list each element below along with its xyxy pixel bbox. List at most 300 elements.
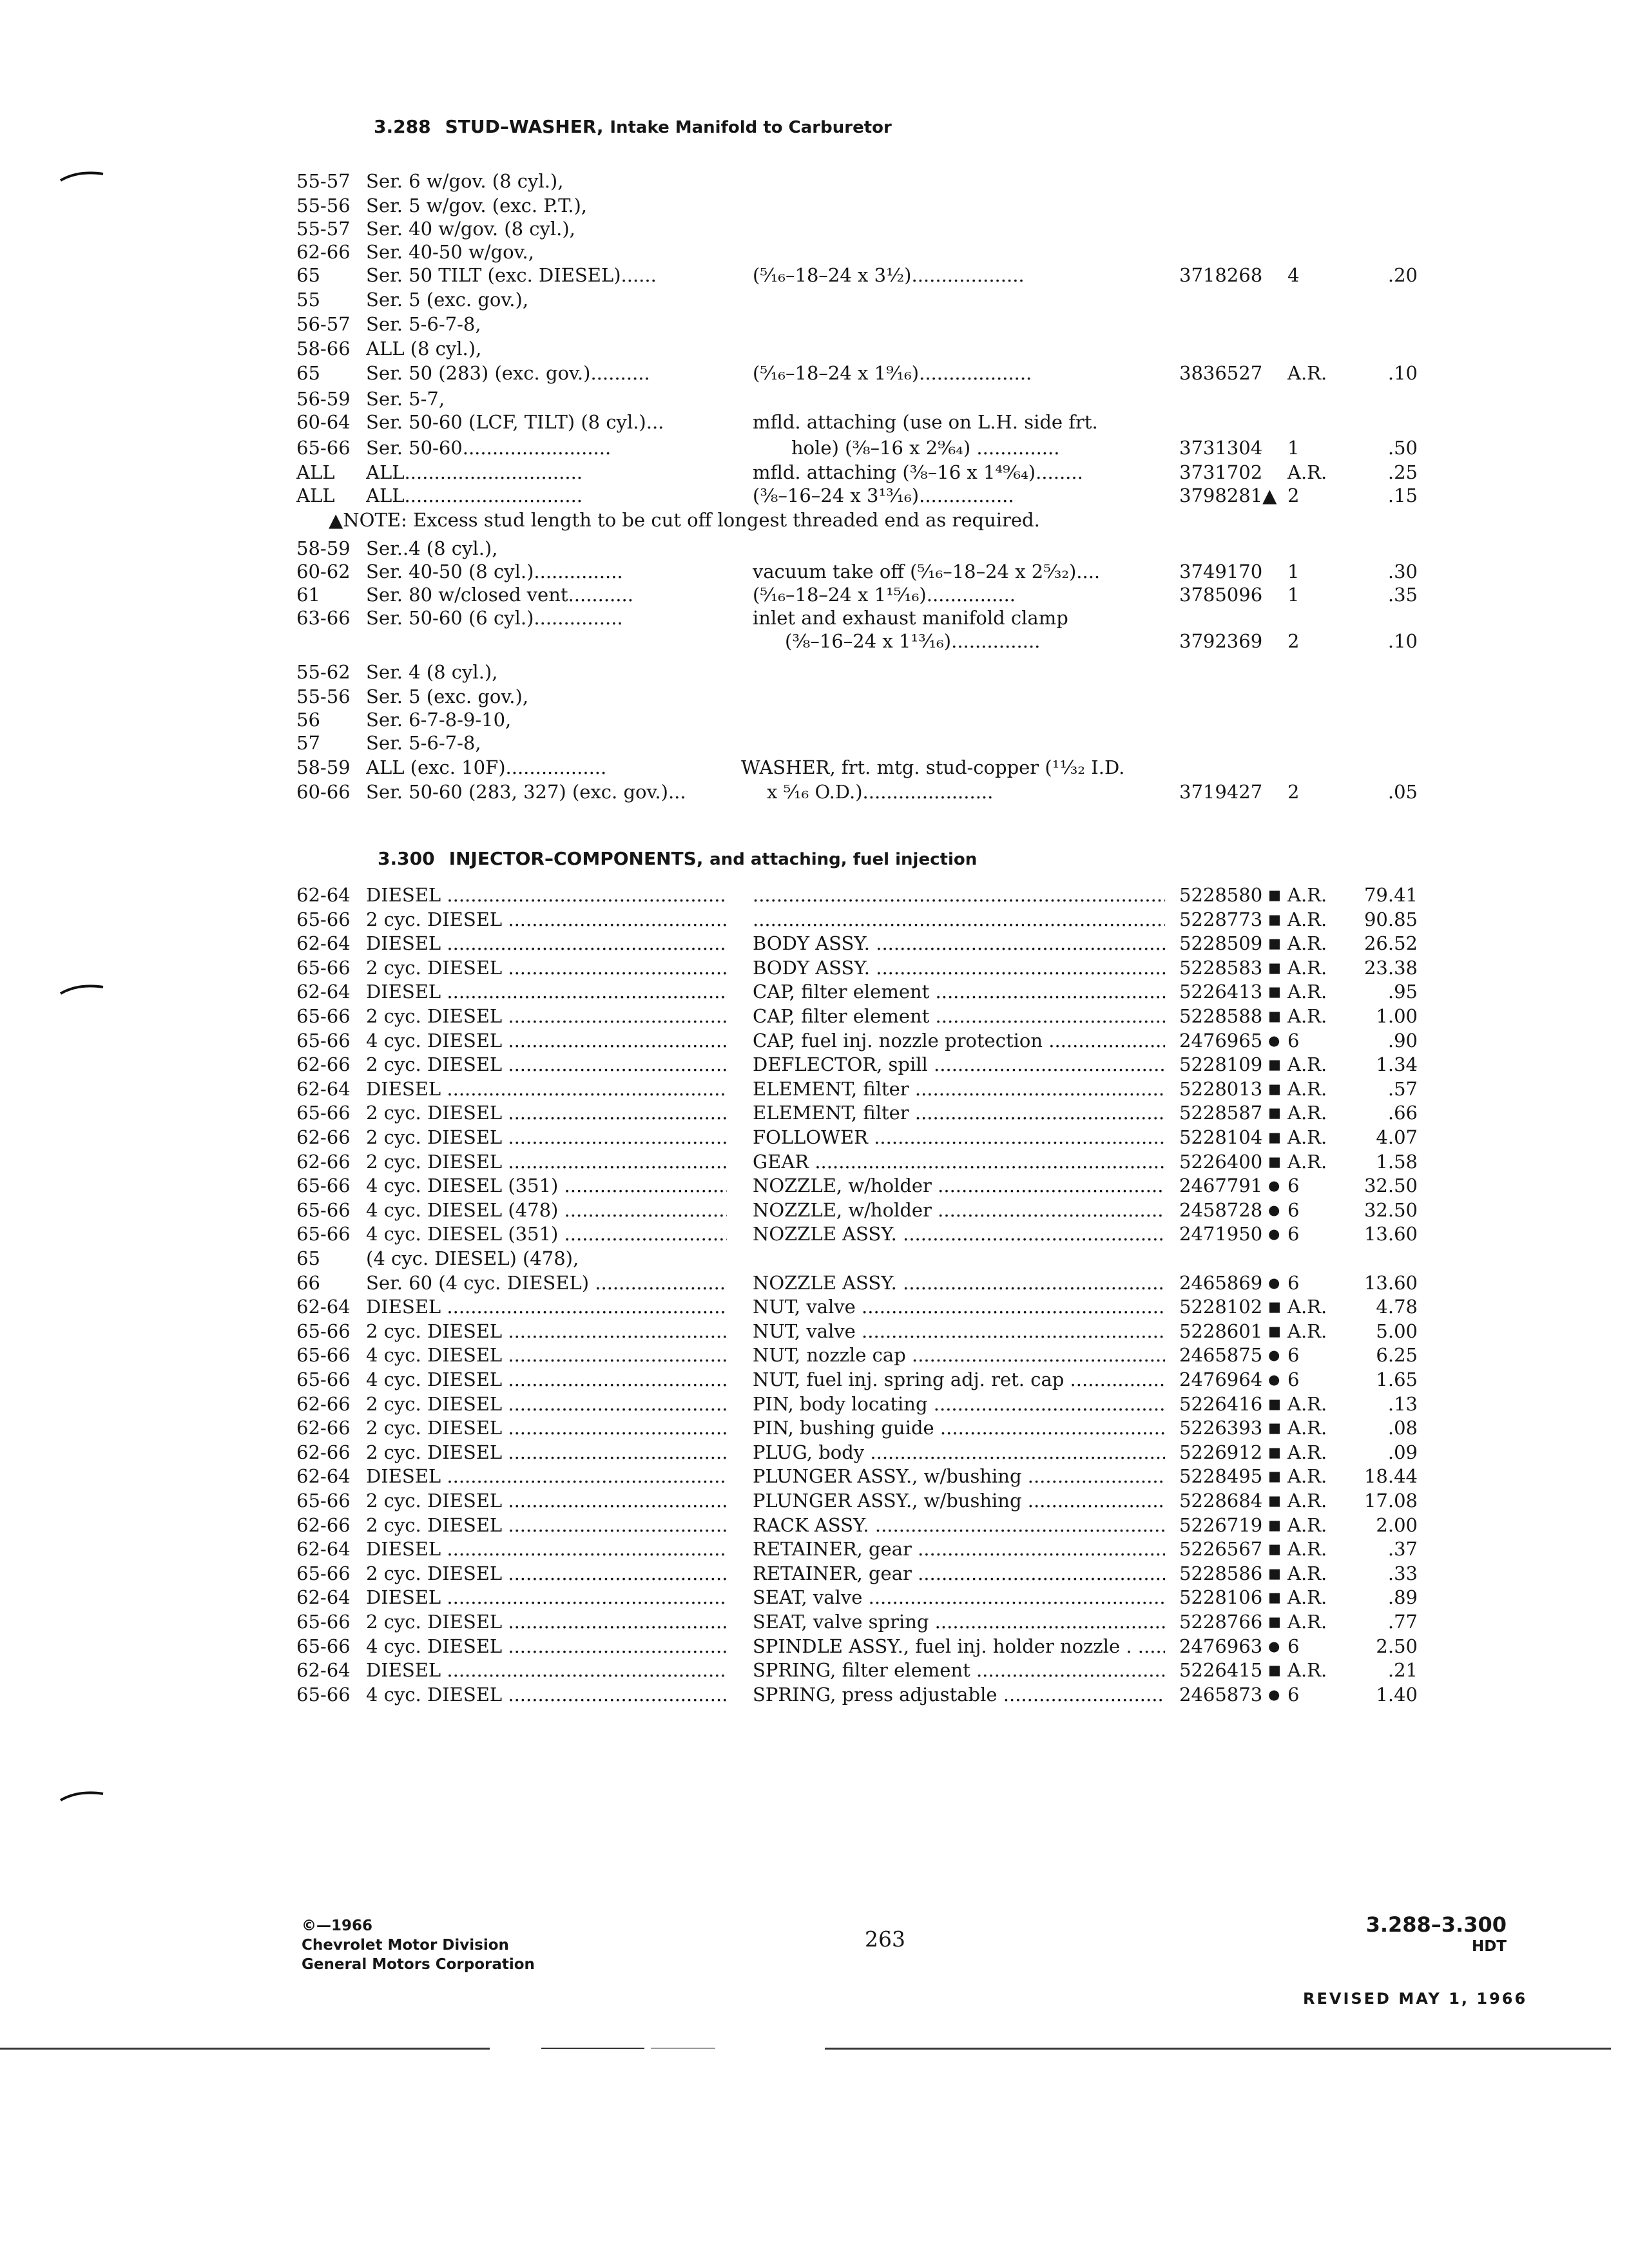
- price-cell: .77: [1387, 1611, 1418, 1633]
- divider: [0, 2048, 490, 2050]
- table-row: [0, 1246, 1629, 1271]
- years-cell: 55-57: [296, 218, 351, 240]
- description-cell: (⁵⁄₁₆–18–24 x 3½)...................: [753, 264, 1025, 286]
- years-cell: 65-66: [296, 908, 351, 930]
- years-cell: 65-66: [296, 1223, 351, 1245]
- model-cell: 2 cyc. DIESEL .....: [366, 1052, 727, 1077]
- table-row: [0, 660, 1629, 684]
- quantity-cell: 1: [1287, 561, 1300, 582]
- table-row: [0, 1392, 1629, 1416]
- table-row: [0, 410, 1629, 434]
- part-number-cell: 5228586: [1179, 1562, 1263, 1584]
- price-cell: 23.38: [1364, 957, 1418, 979]
- model-cell: Ser. 5-6-7-8,: [366, 732, 481, 754]
- table-row: [0, 1004, 1629, 1028]
- table-row: [0, 1585, 1629, 1610]
- price-cell: 2.00: [1376, 1514, 1418, 1536]
- square-marker-icon: ■: [1268, 936, 1281, 951]
- revision-date: REVISED MAY 1, 1966: [1303, 1990, 1528, 2008]
- price-cell: .08: [1387, 1417, 1418, 1439]
- model-cell: 4 cyc. DIESEL .....: [366, 1634, 727, 1658]
- table-row: [0, 336, 1629, 361]
- table-row: [0, 1634, 1629, 1658]
- table-row: [0, 436, 1629, 460]
- section-heading: [378, 848, 977, 869]
- model-cell: Ser. 5 (exc. gov.),: [366, 289, 529, 311]
- divider: [825, 2048, 1611, 2050]
- table-row: [0, 263, 1629, 287]
- price-cell: .66: [1387, 1102, 1418, 1124]
- part-number-cell: 5228509: [1179, 932, 1263, 954]
- table-row: [0, 684, 1629, 709]
- table-row: [0, 956, 1629, 980]
- description-cell: PLUNGER ASSY., w/bushing .....: [753, 1488, 1165, 1513]
- description-cell: BODY ASSY. .....: [753, 931, 1165, 956]
- years-cell: 65-66: [296, 957, 351, 979]
- years-cell: 60-66: [296, 781, 351, 803]
- page-number: 263: [865, 1927, 905, 1952]
- part-number-cell: 5226415: [1179, 1659, 1263, 1681]
- part-number-cell: 5226413: [1179, 981, 1263, 1003]
- price-cell: 90.85: [1364, 908, 1418, 930]
- model-cell: ALL (exc. 10F).................: [366, 756, 607, 778]
- quantity-cell: A.R.: [1287, 1538, 1327, 1560]
- years-cell: 61: [296, 584, 320, 606]
- quantity-cell: 6: [1287, 1223, 1300, 1245]
- copyright-line: ©—1966: [302, 1917, 373, 1934]
- description-cell: GEAR .....: [753, 1149, 1165, 1174]
- description-cell: RACK ASSY. .....: [753, 1513, 1165, 1537]
- years-cell: 62-64: [296, 1078, 351, 1100]
- table-row: [0, 1222, 1629, 1246]
- description-cell: [753, 907, 1165, 932]
- price-cell: 2.50: [1376, 1635, 1418, 1657]
- table-row: [0, 1077, 1629, 1101]
- years-cell: 65-66: [296, 1490, 351, 1512]
- section-title-sub: and attaching, fuel injection: [709, 850, 978, 869]
- years-cell: 62-66: [296, 1151, 351, 1173]
- years-cell: 65-66: [296, 1562, 351, 1584]
- part-number-cell: 3798281▲: [1179, 485, 1277, 506]
- part-number-cell: 5228104: [1179, 1126, 1263, 1148]
- years-cell: 65-66: [296, 1102, 351, 1124]
- years-cell: 57: [296, 732, 320, 754]
- price-cell: 1.00: [1376, 1005, 1418, 1027]
- model-cell: ALL..............................: [366, 485, 583, 506]
- table-row: [0, 731, 1629, 755]
- quantity-cell: 6: [1287, 1635, 1300, 1657]
- table-row: [0, 1149, 1629, 1174]
- model-cell: 4 cyc. DIESEL (351) .....: [366, 1222, 727, 1246]
- square-marker-icon: ■: [1268, 1154, 1281, 1169]
- model-cell: 4 cyc. DIESEL (351) .....: [366, 1173, 727, 1198]
- years-cell: 65-66: [296, 1175, 351, 1196]
- model-cell: 2 cyc. DIESEL .....: [366, 1149, 727, 1174]
- years-cell: 62-66: [296, 1393, 351, 1415]
- square-marker-icon: ■: [1268, 1566, 1281, 1581]
- years-cell: 62-66: [296, 1053, 351, 1075]
- table-row: [0, 755, 1629, 780]
- part-number-cell: 2476965: [1179, 1030, 1263, 1052]
- section-code: 3.300: [378, 848, 435, 869]
- part-number-cell: 2465873: [1179, 1684, 1263, 1706]
- model-cell: Ser. 5-7,: [366, 388, 445, 410]
- table-row: [0, 1367, 1629, 1392]
- years-cell: 55-57: [296, 170, 351, 192]
- circle-marker-icon: ●: [1268, 1372, 1280, 1387]
- price-cell: .10: [1387, 630, 1418, 652]
- part-number-cell: 2467791: [1179, 1175, 1263, 1196]
- square-marker-icon: ■: [1268, 1662, 1281, 1678]
- description-cell: RETAINER, gear .....: [753, 1537, 1165, 1561]
- square-marker-icon: ■: [1268, 1614, 1281, 1629]
- quantity-cell: A.R.: [1287, 1320, 1327, 1342]
- quantity-cell: A.R.: [1287, 1393, 1327, 1415]
- years-cell: 62-64: [296, 1296, 351, 1318]
- years-cell: 62-66: [296, 1126, 351, 1148]
- square-marker-icon: ■: [1268, 1105, 1281, 1120]
- table-row: [0, 1416, 1629, 1440]
- part-number-cell: 5228109: [1179, 1053, 1263, 1075]
- table-row: [0, 1052, 1629, 1077]
- table-row: [0, 979, 1629, 1004]
- part-number-cell: 5228766: [1179, 1611, 1263, 1633]
- quantity-cell: 6: [1287, 1199, 1300, 1221]
- model-cell: Ser..4 (8 cyl.),: [366, 537, 498, 559]
- description-cell: DEFLECTOR, spill .....: [753, 1052, 1165, 1077]
- price-cell: .15: [1387, 485, 1418, 506]
- square-marker-icon: ■: [1268, 1541, 1281, 1557]
- model-cell: Ser. 60 (4 cyc. DIESEL) .....: [366, 1271, 727, 1295]
- table-row: [0, 1294, 1629, 1319]
- description-cell: NUT, valve .....: [753, 1294, 1165, 1319]
- model-cell: Ser. 50-60 (6 cyl.)...............: [366, 607, 623, 629]
- price-cell: 79.41: [1364, 884, 1418, 906]
- table-row: [0, 1488, 1629, 1513]
- description-cell: SEAT, valve spring .....: [753, 1610, 1165, 1634]
- part-number-cell: 2476963: [1179, 1635, 1263, 1657]
- model-cell: DIESEL .....: [366, 1585, 727, 1610]
- years-cell: 62-64: [296, 932, 351, 954]
- description-cell: NOZZLE ASSY. .....: [753, 1222, 1165, 1246]
- copyright-block: [302, 1916, 535, 1974]
- table-row: [0, 629, 1629, 653]
- price-cell: .09: [1387, 1441, 1418, 1463]
- square-marker-icon: ■: [1268, 1468, 1281, 1484]
- description-cell: vacuum take off (⁵⁄₁₆–18–24 x 2⁵⁄₃₂)....: [753, 561, 1101, 582]
- part-number-cell: 2471950: [1179, 1223, 1263, 1245]
- model-cell: DIESEL .....: [366, 1464, 727, 1488]
- price-cell: 26.52: [1364, 932, 1418, 954]
- quantity-cell: 2: [1287, 630, 1300, 652]
- square-marker-icon: ■: [1268, 1299, 1281, 1314]
- part-number-cell: 5228588: [1179, 1005, 1263, 1027]
- quantity-cell: A.R.: [1287, 908, 1327, 930]
- model-cell: 2 cyc. DIESEL .....: [366, 1610, 727, 1634]
- circle-marker-icon: ●: [1268, 1687, 1280, 1702]
- part-number-cell: 5226400: [1179, 1151, 1263, 1173]
- description-cell: SPINDLE ASSY., fuel inj. holder nozzle . .....: [753, 1634, 1165, 1658]
- series-code: HDT: [1471, 1938, 1507, 1955]
- model-cell: Ser. 40-50 w/gov.,: [366, 241, 534, 263]
- years-cell: 55: [296, 289, 320, 311]
- model-cell: DIESEL .....: [366, 1658, 727, 1682]
- table-row: [0, 1513, 1629, 1537]
- table-row: [0, 1682, 1629, 1707]
- description-cell: NOZZLE, w/holder .....: [753, 1173, 1165, 1198]
- model-cell: 2 cyc. DIESEL .....: [366, 1319, 727, 1343]
- quantity-cell: A.R.: [1287, 1005, 1327, 1027]
- model-cell: Ser. 40-50 (8 cyl.)...............: [366, 561, 623, 582]
- price-cell: 1.65: [1376, 1369, 1418, 1390]
- years-cell: 56-57: [296, 313, 351, 335]
- section-range: 3.288–3.300: [1365, 1912, 1507, 1937]
- table-row: [0, 707, 1629, 732]
- price-cell: 17.08: [1364, 1490, 1418, 1512]
- model-cell: 2 cyc. DIESEL .....: [366, 1440, 727, 1465]
- table-row: [0, 508, 1629, 532]
- divider: [541, 2048, 644, 2049]
- years-cell: 65-66: [296, 1684, 351, 1706]
- quantity-cell: 2: [1287, 485, 1300, 506]
- part-number-cell: 5226912: [1179, 1441, 1263, 1463]
- circle-marker-icon: ●: [1268, 1033, 1280, 1048]
- quantity-cell: A.R.: [1287, 1611, 1327, 1633]
- years-cell: 58-59: [296, 756, 351, 778]
- table-row: [0, 1464, 1629, 1488]
- quantity-cell: 6: [1287, 1175, 1300, 1196]
- quantity-cell: A.R.: [1287, 1417, 1327, 1439]
- table-row: [0, 931, 1629, 956]
- price-cell: .33: [1387, 1562, 1418, 1584]
- price-cell: .50: [1387, 437, 1418, 459]
- description-cell: hole) (³⁄₈–16 x 2⁹⁄₆₄) ..............: [791, 437, 1060, 459]
- part-number-cell: 5228580: [1179, 884, 1263, 906]
- part-number-cell: 2465875: [1179, 1344, 1263, 1366]
- part-number-cell: 5226567: [1179, 1538, 1263, 1560]
- table-row: [0, 1440, 1629, 1465]
- years-cell: 62-66: [296, 1441, 351, 1463]
- square-marker-icon: ■: [1268, 1129, 1281, 1145]
- square-marker-icon: ■: [1268, 1008, 1281, 1024]
- model-cell: Ser. 50 (283) (exc. gov.)..........: [366, 362, 650, 384]
- years-cell: 65-66: [296, 1005, 351, 1027]
- description-cell: (³⁄₈–16–24 x 1¹³⁄₁₆)...............: [785, 630, 1041, 652]
- table-row: [0, 216, 1629, 241]
- description-cell: BODY ASSY. .....: [753, 956, 1165, 980]
- part-number-cell: 3731304: [1179, 437, 1263, 459]
- description-cell: ELEMENT, filter .....: [753, 1100, 1165, 1125]
- description-cell: mfld. attaching (³⁄₈–16 x 1⁴⁹⁄₆₄)........: [753, 461, 1083, 483]
- model-cell: 4 cyc. DIESEL .....: [366, 1682, 727, 1707]
- model-cell: Ser. 50-60 (LCF, TILT) (8 cyl.)...: [366, 411, 664, 433]
- years-cell: 62-64: [296, 1538, 351, 1560]
- model-cell: Ser. 40 w/gov. (8 cyl.),: [366, 218, 575, 240]
- years-cell: 60-62: [296, 561, 351, 582]
- square-marker-icon: ■: [1268, 1081, 1281, 1097]
- years-cell: 56-59: [296, 388, 351, 410]
- model-cell: 2 cyc. DIESEL .....: [366, 1004, 727, 1028]
- model-cell: 2 cyc. DIESEL .....: [366, 1488, 727, 1513]
- description-cell: WASHER, frt. mtg. stud-copper (¹¹⁄₃₂ I.D.: [741, 756, 1125, 778]
- part-number-cell: 5228583: [1179, 957, 1263, 979]
- model-cell: DIESEL .....: [366, 883, 727, 907]
- quantity-cell: A.R.: [1287, 1078, 1327, 1100]
- square-marker-icon: ■: [1268, 1517, 1281, 1533]
- description-cell: mfld. attaching (use on L.H. side frt.: [753, 411, 1098, 433]
- model-cell: DIESEL .....: [366, 979, 727, 1004]
- description-cell: RETAINER, gear .....: [753, 1561, 1165, 1586]
- table-row: [0, 780, 1629, 804]
- years-cell: 55-56: [296, 686, 351, 707]
- table-row: [0, 883, 1629, 907]
- quantity-cell: A.R.: [1287, 1659, 1327, 1681]
- square-marker-icon: ■: [1268, 1445, 1281, 1460]
- model-cell: DIESEL .....: [366, 931, 727, 956]
- quantity-cell: A.R.: [1287, 362, 1327, 384]
- model-cell: 2 cyc. DIESEL .....: [366, 1392, 727, 1416]
- model-cell: (4 cyc. DIESEL) (478),: [366, 1247, 579, 1269]
- quantity-cell: 6: [1287, 1344, 1300, 1366]
- years-cell: 62-64: [296, 1586, 351, 1608]
- quantity-cell: A.R.: [1287, 1102, 1327, 1124]
- part-number-cell: 5228601: [1179, 1320, 1263, 1342]
- table-row: [0, 169, 1629, 193]
- square-marker-icon: ■: [1268, 960, 1281, 975]
- years-cell: 60-64: [296, 411, 351, 433]
- description-cell: SPRING, filter element .....: [753, 1658, 1165, 1682]
- model-cell: Ser. 50-60 (283, 327) (exc. gov.)...: [366, 781, 686, 803]
- circle-marker-icon: ●: [1268, 1275, 1280, 1291]
- section-title-main: STUD–WASHER,: [445, 116, 610, 137]
- quantity-cell: A.R.: [1287, 981, 1327, 1003]
- price-cell: 4.78: [1376, 1296, 1418, 1318]
- section-code: 3.288: [374, 116, 431, 137]
- quantity-cell: A.R.: [1287, 1151, 1327, 1173]
- quantity-cell: 1: [1287, 584, 1300, 606]
- description-cell: (⁵⁄₁₆–18–24 x 1¹⁵⁄₁₆)...............: [753, 584, 1016, 606]
- quantity-cell: A.R.: [1287, 461, 1327, 483]
- model-cell: Ser. 50 TILT (exc. DIESEL)......: [366, 264, 657, 286]
- model-cell: ALL (8 cyl.),: [366, 338, 482, 360]
- circle-marker-icon: ●: [1268, 1347, 1280, 1363]
- model-cell: Ser. 6 w/gov. (8 cyl.),: [366, 170, 564, 192]
- quantity-cell: A.R.: [1287, 1053, 1327, 1075]
- quantity-cell: A.R.: [1287, 1490, 1327, 1512]
- description-cell: [753, 883, 1165, 907]
- circle-marker-icon: ●: [1268, 1639, 1280, 1654]
- years-cell: 65-66: [296, 1369, 351, 1390]
- part-number-cell: 5228495: [1179, 1465, 1263, 1487]
- part-number-cell: 3792369: [1179, 630, 1263, 652]
- quantity-cell: A.R.: [1287, 1126, 1327, 1148]
- quantity-cell: A.R.: [1287, 1514, 1327, 1536]
- table-row: [0, 1343, 1629, 1367]
- table-row: [0, 1198, 1629, 1222]
- part-number-cell: 5226393: [1179, 1417, 1263, 1439]
- table-row: [0, 460, 1629, 485]
- model-cell: DIESEL .....: [366, 1294, 727, 1319]
- table-row: [0, 240, 1629, 264]
- description-cell: CAP, filter element .....: [753, 979, 1165, 1004]
- years-cell: 56: [296, 709, 320, 731]
- years-cell: 62-66: [296, 1417, 351, 1439]
- price-cell: 1.40: [1376, 1684, 1418, 1706]
- price-cell: 1.58: [1376, 1151, 1418, 1173]
- table-row: [0, 606, 1629, 630]
- model-cell: 2 cyc. DIESEL .....: [366, 1416, 727, 1440]
- price-cell: 5.00: [1376, 1320, 1418, 1342]
- part-number-cell: 3785096: [1179, 584, 1263, 606]
- divider: [651, 2048, 715, 2049]
- part-number-cell: 5228587: [1179, 1102, 1263, 1124]
- part-number-cell: 5228102: [1179, 1296, 1263, 1318]
- table-row: [0, 559, 1629, 584]
- section-title-main: INJECTOR–COMPONENTS,: [448, 848, 710, 869]
- model-cell: Ser. 80 w/closed vent...........: [366, 584, 633, 606]
- model-cell: 4 cyc. DIESEL .....: [366, 1343, 727, 1367]
- price-cell: 32.50: [1364, 1199, 1418, 1221]
- model-cell: 4 cyc. DIESEL (478) .....: [366, 1198, 727, 1222]
- part-number-cell: 3718268: [1179, 264, 1263, 286]
- years-cell: 65: [296, 362, 320, 384]
- description-cell: CAP, filter element .....: [753, 1004, 1165, 1028]
- price-cell: .37: [1387, 1538, 1418, 1560]
- years-cell: 55-56: [296, 195, 351, 216]
- description-cell: SEAT, valve .....: [753, 1585, 1165, 1610]
- description-cell: ELEMENT, filter .....: [753, 1077, 1165, 1101]
- description-cell: (³⁄₈–16–24 x 3¹³⁄₁₆)................: [753, 485, 1014, 506]
- price-cell: 32.50: [1364, 1175, 1418, 1196]
- description-cell: x ⁵⁄₁₆ O.D.)......................: [767, 781, 994, 803]
- description-cell: PIN, body locating .....: [753, 1392, 1165, 1416]
- price-cell: .95: [1387, 981, 1418, 1003]
- quantity-cell: A.R.: [1287, 957, 1327, 979]
- years-cell: 66: [296, 1272, 320, 1294]
- price-cell: .25: [1387, 461, 1418, 483]
- model-cell: 2 cyc. DIESEL .....: [366, 1125, 727, 1149]
- quantity-cell: A.R.: [1287, 1441, 1327, 1463]
- model-cell: 2 cyc. DIESEL .....: [366, 956, 727, 980]
- years-cell: 65-66: [296, 1320, 351, 1342]
- description-cell: NOZZLE, w/holder .....: [753, 1198, 1165, 1222]
- years-cell: 55-62: [296, 661, 351, 683]
- part-number-cell: 5228013: [1179, 1078, 1263, 1100]
- years-cell: 65: [296, 264, 320, 286]
- table-row: [0, 312, 1629, 336]
- table-row: [0, 483, 1629, 508]
- section-range-block: [1340, 1912, 1507, 1955]
- price-cell: 13.60: [1364, 1223, 1418, 1245]
- years-cell: 65-66: [296, 1344, 351, 1366]
- price-cell: .05: [1387, 781, 1418, 803]
- years-cell: 58-59: [296, 537, 351, 559]
- part-number-cell: 5226416: [1179, 1393, 1263, 1415]
- square-marker-icon: ■: [1268, 1493, 1281, 1508]
- description-cell: FOLLOWER .....: [753, 1125, 1165, 1149]
- table-row: [0, 1125, 1629, 1149]
- model-cell: 2 cyc. DIESEL .....: [366, 1561, 727, 1586]
- model-cell: ALL..............................: [366, 461, 583, 483]
- description-cell: SPRING, press adjustable .....: [753, 1682, 1165, 1707]
- note-text: ▲NOTE: Excess stud length to be cut off longest threaded end as required.: [329, 509, 1040, 531]
- model-cell: Ser. 6-7-8-9-10,: [366, 709, 512, 731]
- model-cell: 2 cyc. DIESEL .....: [366, 907, 727, 932]
- price-cell: .57: [1387, 1078, 1418, 1100]
- quantity-cell: 4: [1287, 264, 1300, 286]
- model-cell: Ser. 4 (8 cyl.),: [366, 661, 498, 683]
- price-cell: .20: [1387, 264, 1418, 286]
